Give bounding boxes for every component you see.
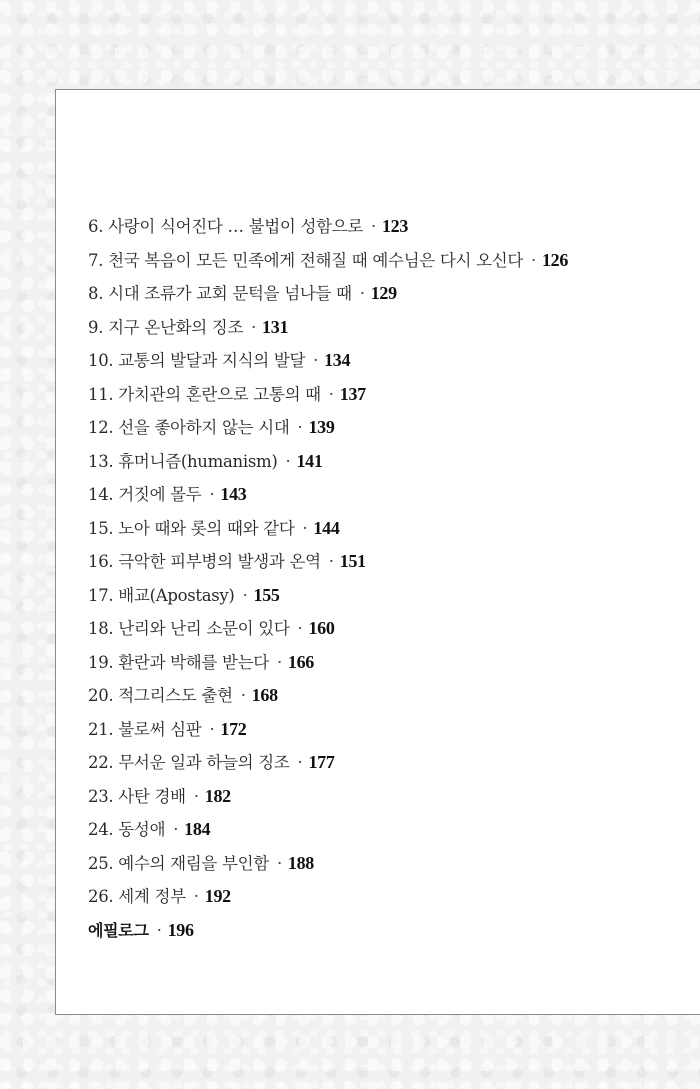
toc-entry-title: 22. 무서운 일과 하늘의 징조 (88, 753, 290, 772)
toc-page-number: 184 (184, 819, 211, 839)
toc-entry-title: 17. 배교(Apostasy) (88, 585, 235, 605)
toc-entry-title: 18. 난리와 난리 소문이 있다 (88, 619, 290, 638)
toc-separator: · (302, 518, 308, 538)
toc-page-number: 168 (251, 685, 278, 705)
toc-entry-title: 6. 사랑이 식어진다 … 불법이 성함으로 (88, 217, 364, 236)
toc-separator: · (276, 652, 282, 672)
toc-page-number: 129 (370, 283, 397, 303)
toc-entry-title: 9. 지구 온난화의 징조 (88, 317, 244, 337)
toc-entry-7 (88, 248, 568, 282)
toc-entry-14 (88, 482, 568, 516)
toc-separator: · (209, 719, 215, 739)
toc-entry-16 (88, 549, 568, 583)
toc-entry-23 (88, 784, 568, 818)
toc-page-number: 192 (204, 886, 231, 906)
toc-entry-title: 15. 노아 때와 롯의 때와 같다 (88, 518, 295, 538)
toc-entry-title: 21. 불로써 심판 (88, 719, 202, 739)
toc-entry-10 (88, 348, 568, 382)
toc-page-number: 151 (339, 551, 366, 571)
toc-separator: · (193, 786, 199, 806)
toc-separator: · (530, 250, 536, 270)
toc-page-number: 172 (220, 718, 247, 739)
toc-separator: · (328, 552, 334, 571)
toc-separator: · (359, 284, 365, 303)
toc-entry-20 (88, 683, 568, 717)
toc-entry-21 (88, 717, 568, 751)
toc-entry-12 (88, 415, 568, 449)
toc-separator: · (313, 351, 319, 370)
toc-page-number: 160 (308, 618, 335, 638)
toc-entry-19 (88, 650, 568, 684)
toc-entry-13 (88, 449, 568, 483)
toc-entry-title: 10. 교통의 발달과 지식의 발달 (88, 351, 306, 370)
toc-page-number: 123 (381, 216, 409, 236)
toc-page-number: 139 (308, 417, 335, 437)
toc-separator: · (251, 317, 257, 337)
toc-page-number: 196 (167, 919, 194, 940)
toc-separator: · (297, 619, 303, 638)
toc-entry-9 (88, 315, 568, 349)
toc-entry-26 (88, 884, 568, 918)
toc-separator: · (297, 418, 303, 437)
toc-page-number: 188 (287, 852, 314, 873)
toc-page-number: 134 (324, 350, 351, 370)
toc-separator: · (371, 217, 376, 236)
toc-entry-25 (88, 851, 568, 885)
toc-separator: · (156, 920, 162, 940)
toc-entry-epilogue (88, 918, 568, 952)
toc-entry-title: 23. 사탄 경배 (88, 786, 186, 806)
toc-page-number: 144 (313, 517, 340, 538)
toc-entry-title: 8. 시대 조류가 교회 문턱을 넘나들 때 (88, 284, 352, 303)
toc-entry-title: 16. 극악한 피부병의 발생과 온역 (88, 552, 321, 571)
toc-entry-24 (88, 817, 568, 851)
toc-entry-11 (88, 382, 568, 416)
toc-entry-18 (88, 616, 568, 650)
toc-page-number: 177 (308, 752, 335, 772)
toc-page-number: 155 (253, 584, 280, 605)
toc-separator: · (242, 585, 248, 605)
toc-entry-15 (88, 516, 568, 550)
toc-entry-17 (88, 583, 568, 617)
toc-separator: · (240, 686, 246, 705)
toc-entry-8 (88, 281, 568, 315)
toc-page-number: 126 (541, 249, 569, 270)
toc-page-number: 182 (204, 785, 231, 806)
toc-page-number: 141 (296, 450, 323, 471)
toc-separator: · (285, 451, 291, 471)
toc-separator: · (276, 853, 282, 873)
toc-separator: · (193, 887, 199, 906)
toc-entry-title: 19. 환란과 박해를 받는다 (88, 652, 269, 672)
toc-separator: · (328, 384, 334, 404)
toc-entry-title: 13. 휴머니즘(humanism) (88, 451, 278, 471)
toc-separator: · (297, 753, 303, 772)
toc-separator: · (209, 485, 215, 504)
toc-entry-title: 20. 적그리스도 출현 (88, 686, 233, 705)
toc-page-number: 166 (287, 651, 314, 672)
toc-entry-title: 25. 예수의 재림을 부인함 (88, 853, 269, 873)
toc-page-number: 137 (339, 383, 366, 404)
toc-entry-title: 14. 거짓에 몰두 (88, 485, 202, 504)
toc-entry-title: 26. 세계 정부 (88, 887, 186, 906)
toc-page-number: 143 (220, 484, 247, 504)
table-of-contents (88, 214, 568, 951)
toc-entry-title: 7. 천국 복음이 모든 민족에게 전해질 때 예수님은 다시 오신다 (88, 250, 523, 270)
toc-entry-22 (88, 750, 568, 784)
toc-entry-6 (88, 214, 568, 248)
toc-entry-title: 11. 가치관의 혼란으로 고통의 때 (88, 384, 321, 404)
toc-entry-title: 에필로그 (88, 920, 149, 940)
toc-entry-title: 24. 동성애 (88, 820, 166, 839)
toc-separator: · (173, 820, 179, 839)
toc-page-number: 131 (262, 316, 289, 337)
toc-entry-title: 12. 선을 좋아하지 않는 시대 (88, 418, 290, 437)
